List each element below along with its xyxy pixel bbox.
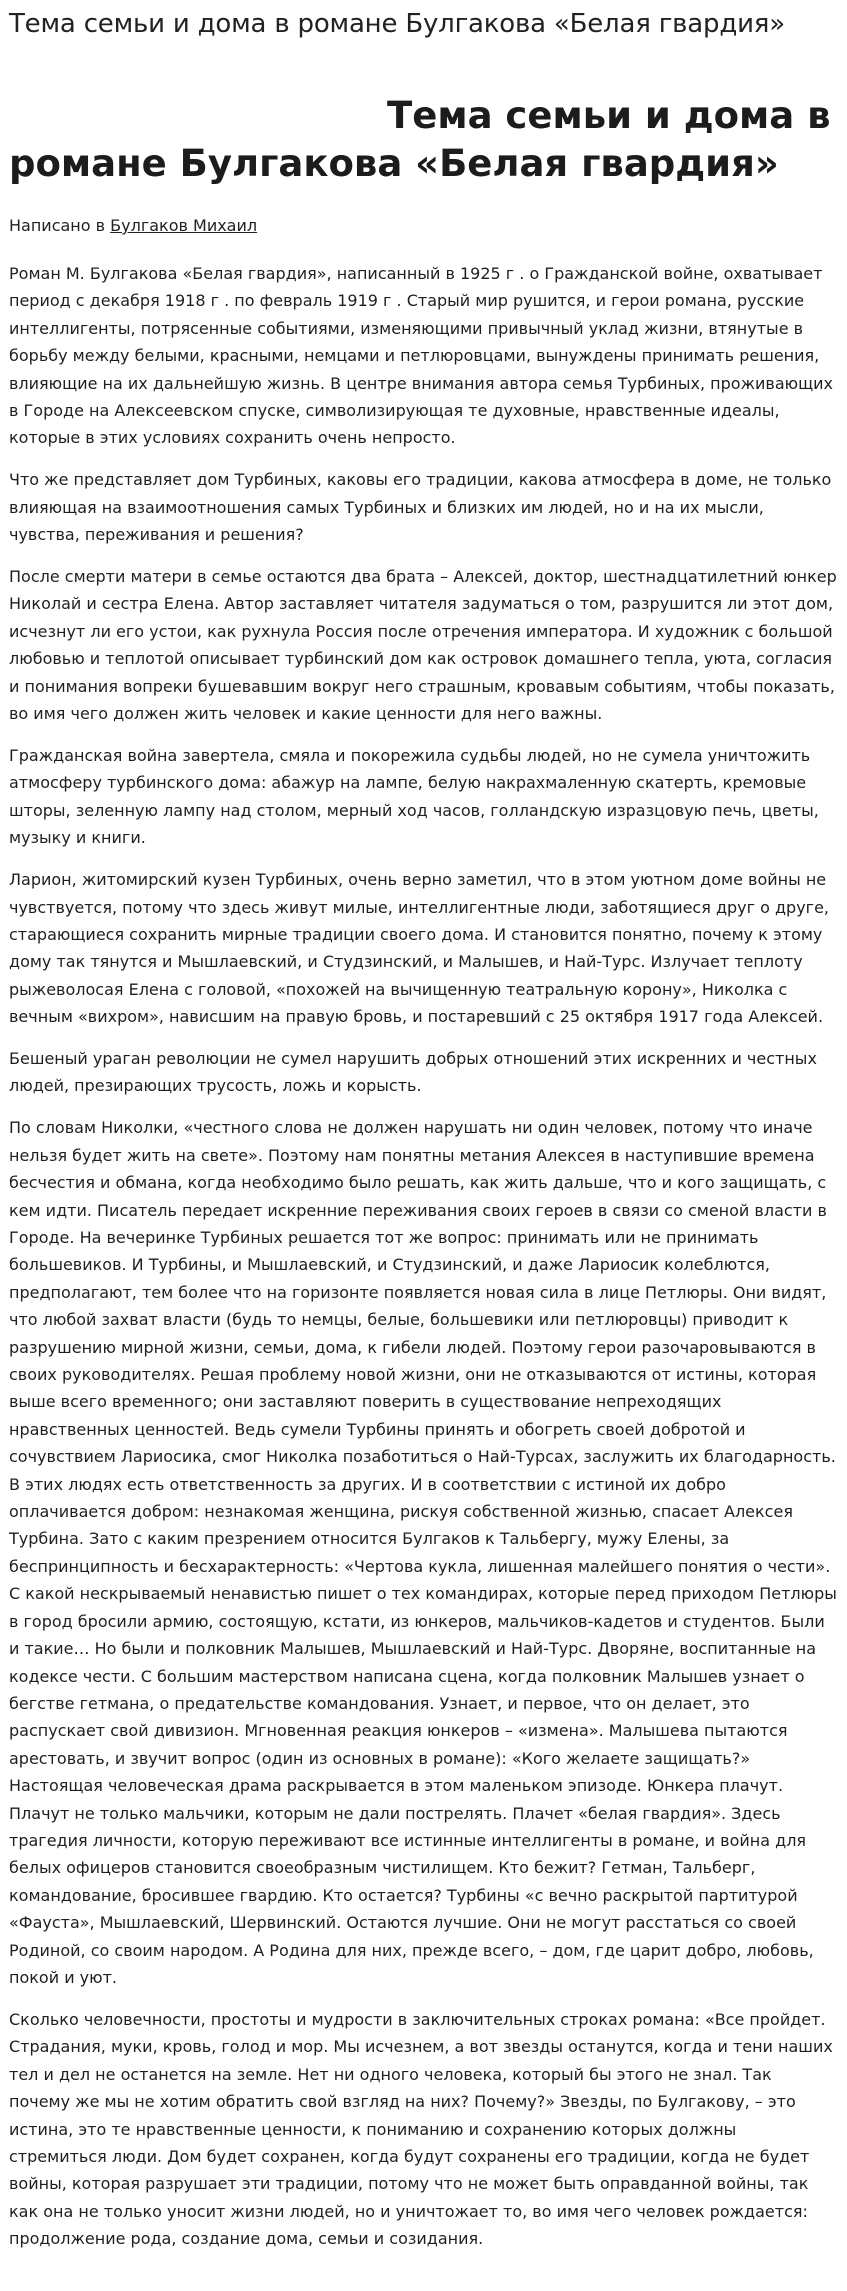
page-heading <box>9 92 837 188</box>
paragraph: Роман М. Булгакова «Белая гвардия», написанный в 1925 г . о Гражданской войне, охватывает период с декабря 1918 г . по февраль 1919 г . Старый мир рушится, и герои романа, русские интеллигенты, потрясенные событиями, изменяющими привычный уклад жизни, втянутые в борьбу между белыми, красными, немцами и петлюровцами, вынуждены принимать решения, влияющие на их дальнейшую жизнь. В центре внимания автора семья Турбиных, проживающих в Городе на Алексеевском спуске, символизирующая те духовные, нравственные идеалы, которые в этих условиях сохранить очень непросто. <box>9 264 834 448</box>
paragraph: Сколько человечности, простоты и мудрости в заключительных строках романа: «Все пройдет. Страдания, муки, кровь, голод и мор. Мы исчезнем, а вот звезды останутся, когда и тени наших тел и дел не останется на земле. Нет ни одного человека, который бы этого не знал. Так почему же мы не хотим обратить свой взгляд на них? Почему?» Звезды, по Булгакову, – это истина, это те нравственные ценности, к пониманию и сохранению которых должны стремиться люди. Дом будет сохранен, когда будут сохранены его традиции, когда не будет войны, которая разрушает эти традиции, потому что не может быть оправданной войны, так как она не только уносит жизни людей, но и уничтожает то, во имя чего человек рождается: продолжение рода, создание дома, семьи и созидания. <box>9 2009 833 2249</box>
heading-text: Тема семьи и дома в романе Булгакова «Белая гвардия» <box>9 94 831 185</box>
article-body <box>9 260 837 2253</box>
paragraph: После смерти матери в семье остаются два брата – Алексей, доктор, шестнадцатилетний юнкер Николай и сестра Елена. Автор заставляет читателя задуматься о том, разрушится ли этот дом, исчезнут ли его устои, как рухнула Россия после отречения императора. И художник с большой любовью и теплотой описывает турбинский дом как островок домашнего тепла, уюта, согласия и понимания вопреки бушевавшим вокруг него страшным, кровавым событиям, чтобы показать, во имя чего должен жить человек и какие ценности для него важны. <box>9 567 837 724</box>
paragraph: Ларион, житомирский кузен Турбиных, очень верно заметил, что в этом уютном доме войны не чувствуется, потому что здесь живут милые, интеллигентные люди, заботящиеся друг о друге, старающиеся сохранить мирные традиции своего дома. И становится понятно, почему к этому дому так тянутся и Мышлаевский, и Студзинский, и Малышев, и Най-Турс. Излучает теплоту рыжеволосая Елена с головой, «похожей на вычищенную театральную корону», Николка с вечным «вихром», нависшим на правую бровь, и постаревший с 25 октября 1917 года Алексей. <box>9 870 830 1027</box>
byline-prefix: Написано в <box>9 216 106 235</box>
paragraph: Бешеный ураган революции не сумел нарушить добрых отношений этих искренних и честных людей, презирающих трусость, ложь и корысть. <box>9 1049 817 1096</box>
author-link[interactable]: Булгаков Михаил <box>110 216 258 235</box>
document-title: Тема семьи и дома в романе Булгакова «Белая гвардия» <box>9 9 785 39</box>
byline <box>9 214 837 238</box>
paragraph: Гражданская война завертела, смяла и покорежила судьбы людей, но не сумела уничтожить атмосферу турбинского дома: абажур на лампе, белую накрахмаленную скатерть, кремовые шторы, зеленную лампу над столом, мерный ход часов, голландскую изразцовую печь, цветы, музыку и книги. <box>9 746 819 848</box>
paragraph: Что же представляет дом Турбиных, каковы его традиции, какова атмосфера в доме, не только влияющая на взаимоотношения самых Турбиных и близких им людей, но и на их мысли, чувства, переживания и решения? <box>9 470 832 545</box>
paragraph: По словам Николки, «честного слова не должен нарушать ни один человек, потому что иначе нельзя будет жить на свете». Поэтому нам понятны метания Алексея в наступившие времена бесчестия и обмана, когда необходимо было решать, как жить дальше, что и кого защищать, с кем идти. Писатель передает искренние переживания своих героев в связи со сменой власти в Городе. На вечеринке Турбиных решается тот же вопрос: принимать или не принимать большевиков. И Турбины, и Мышлаевский, и Студзинский, и даже Лариосик колеблются, предполагают, тем более что на горизонте появляется новая сила в лице Петлюры. Они видят, что любой захват власти (будь то немцы, белые, большевики или петлюровцы) приводит к разрушению мирной жизни, семьи, дома, к гибели людей. Поэтому герои разочаровываются в своих руководителях. Решая проблему новой жизни, они не отказываются от истины, которая выше всего временного; они заставляют поверить в существование непреходящих нравственных ценностей. Ведь сумели Турбины принять и обогреть своей добротой и сочувствием Лариосика, смог Николка позаботиться о Най-Турсах, заслужить их благодарность. В этих людях есть ответственность за других. И в соответствии с истиной их добро оплачивается добром: незнакомая женщина, рискуя собственной жизнью, спасает Алексея Турбина. Зато с каким презрением относится Булгаков к Тальбергу, мужу Елены, за беспринципность и бесхарактерность: «Чертова кукла, лишенная малейшего понятия о чести». С какой нескрываемый ненавистью пишет о тех командирах, которые перед приходом Петлюры в город бросили армию, состоящую, кстати, из юнкеров, мальчиков-кадетов и студентов. Были и такие… Но были и полковник Малышев, Мышлаевский и Най-Турс. Дворяне, воспитанные на кодексе чести. С большим мастерством написана сцена, когда полковник Малышев узнает о бегстве гетмана, о предательстве командования. Узнает, и первое, что он делает, это распускает свой дивизион. Мгновенная реакция юнкеров – «измена». Малышева пытаются арестовать, и звучит вопрос (один из основных в романе): «Кого желаете защищать?» Настоящая человеческая драма раскрывается в этом маленьком эпизоде. Юнкера плачут. Плачут не только мальчики, которым не дали пострелять. Плачет «белая гвардия». Здесь трагедия личности, которую переживают все истинные интеллигенты в романе, и война для белых офицеров становится своеобразным чистилищем. Кто бежит? Гетман, Тальберг, командование, бросившее гвардию. Кто остается? Турбины «с вечно раскрытой партитурой «Фауста», Мышлаевский, Шервинский. Остаются лучшие. Они не могут расстаться со своей Родиной, со своим народом. А Родина для них, прежде всего, – дом, где царит добро, любовь, покой и уют. <box>9 1118 837 1987</box>
